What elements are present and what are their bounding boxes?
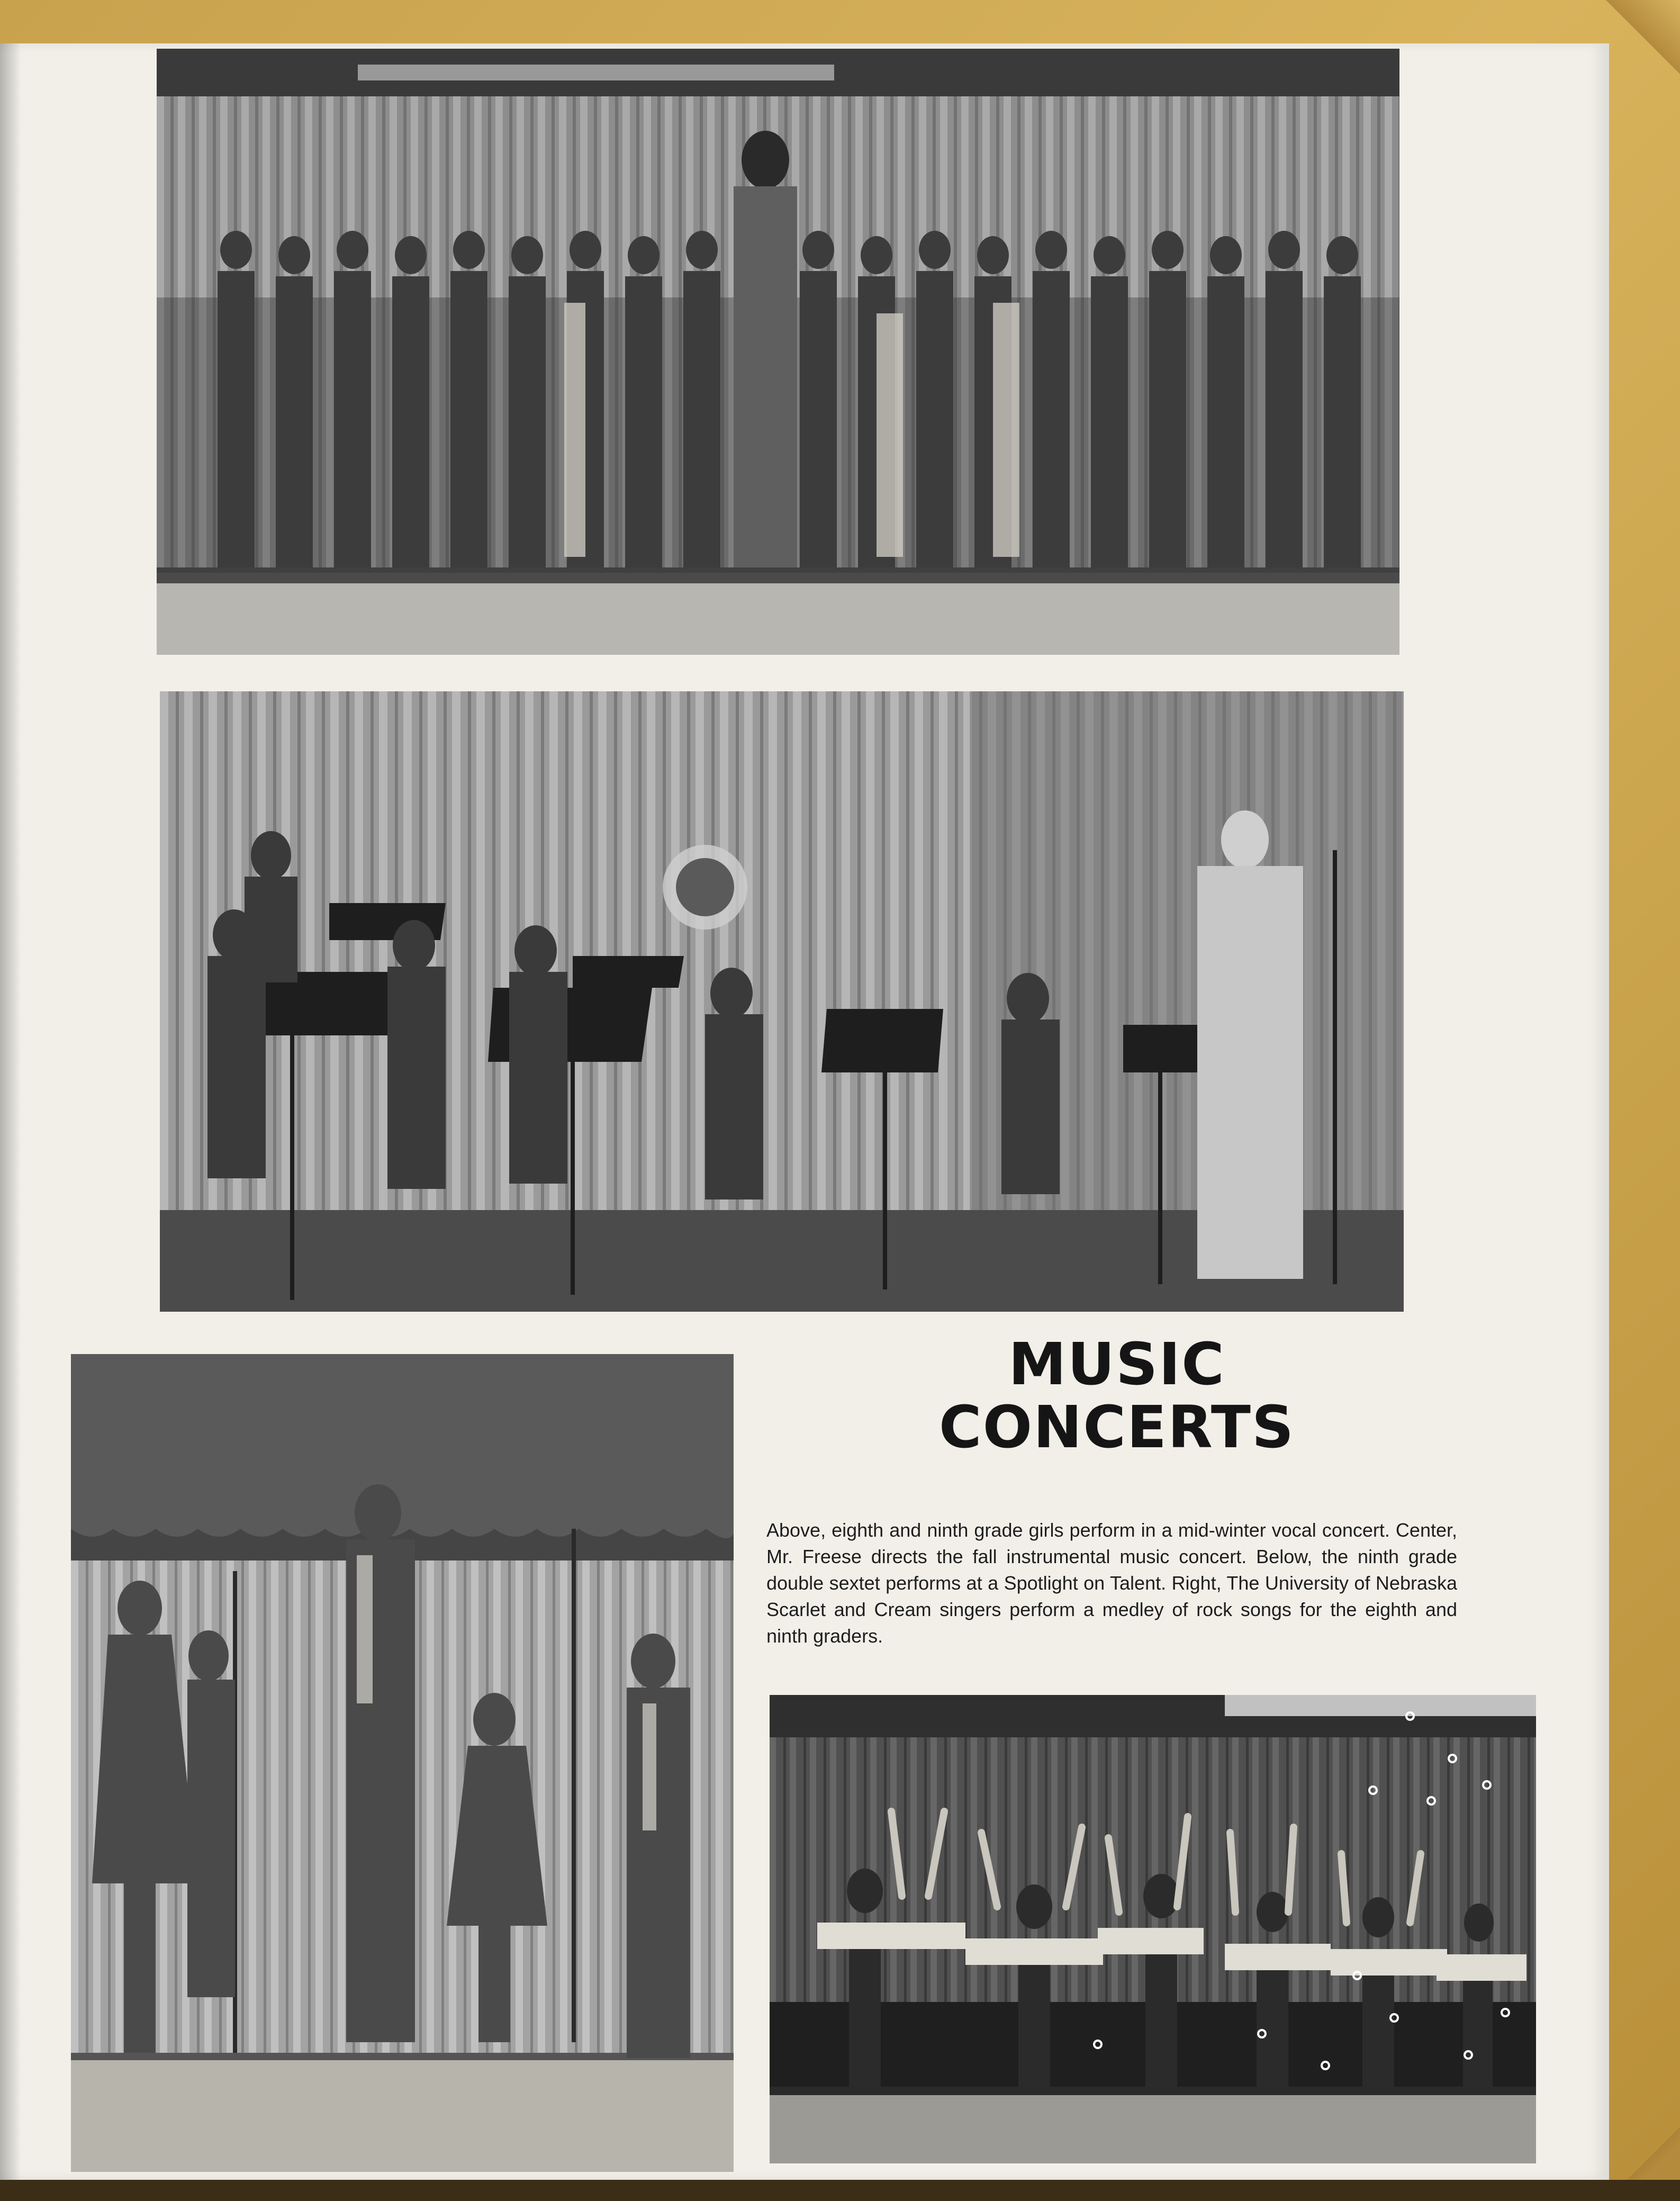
heading-line-2: CONCERTS <box>938 1393 1295 1461</box>
page-spine-shadow <box>0 43 21 2180</box>
page-heading <box>762 1330 1471 1461</box>
heading-line-1: MUSIC <box>1008 1330 1225 1398</box>
photo-choir-concert <box>157 49 1399 655</box>
photo-band-concert <box>160 691 1404 1312</box>
cover-bottom-edge <box>0 2180 1680 2201</box>
photo-caption: Above, eighth and ninth grade girls perform in a mid-winter vocal concert. Center, Mr. Freese directs the fall instrumental music concert. Below, the ninth grade double sextet performs at a Spotlight on Talent. Right, The University of Nebraska Scarlet and Cream singers perform a medley of rock songs for the eighth and ninth graders. <box>766 1519 1457 1647</box>
photo-double-sextet <box>71 1354 734 2172</box>
photo-scarlet-and-cream-singers <box>770 1695 1536 2163</box>
